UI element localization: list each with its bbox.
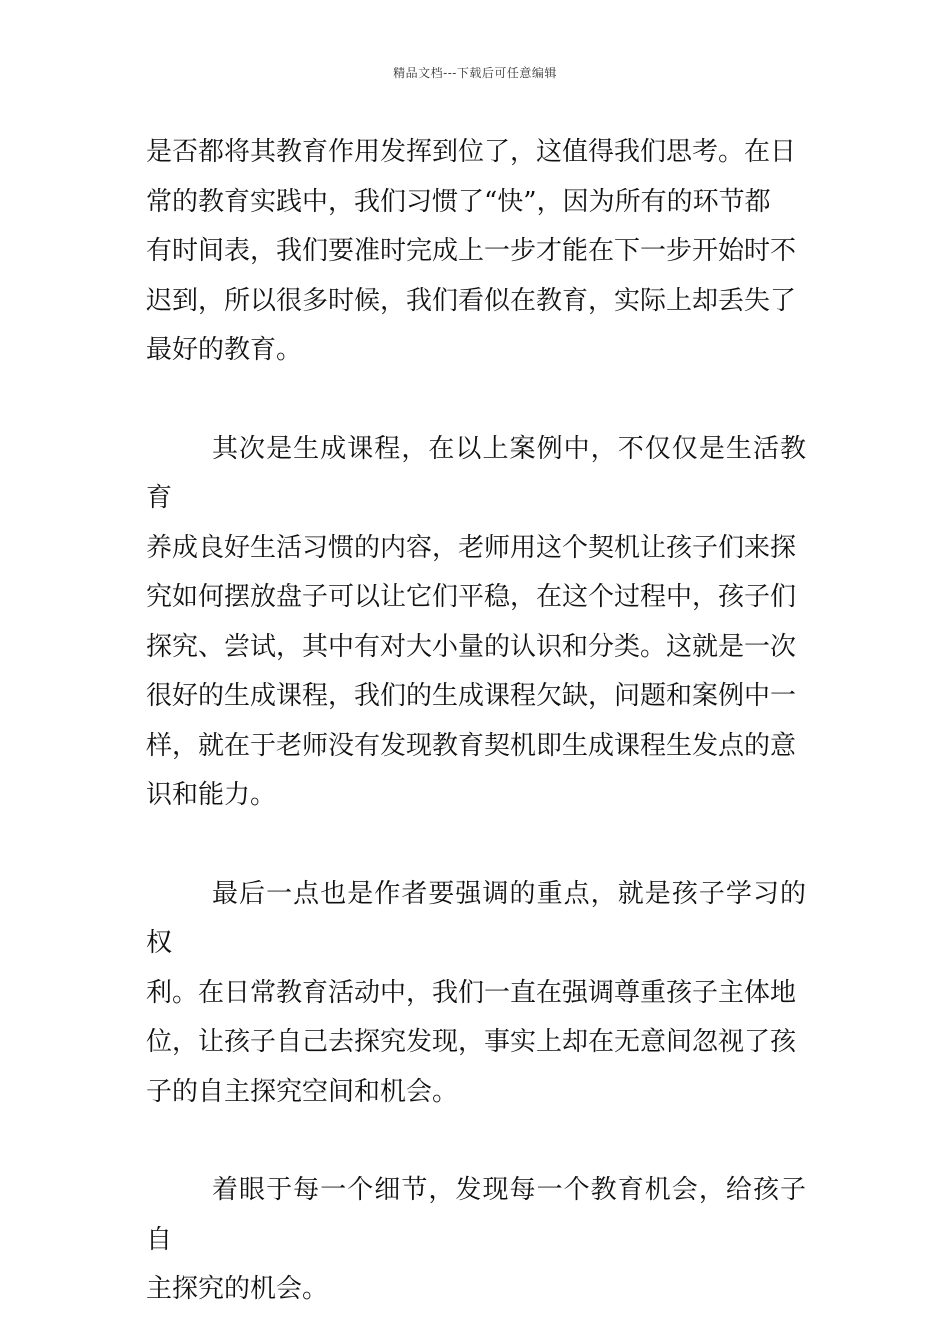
paragraph-2 [146,425,806,821]
text-line: 样，就在于老师没有发现教育契机即生成课程生发点的意 [146,730,797,761]
text-line: 常的教育实践中，我们习惯了“快”，因为所有的环节都 [146,186,771,217]
text-line: 最好的教育。 [146,335,303,365]
document-body [146,128,806,1315]
text-line: 有时间表，我们要准时完成上一步才能在下一步开始时不 [146,236,797,266]
paragraph-1 [146,128,806,376]
text-line: 着眼于每一个细节，发现每一个教育机会，给孩子自 [146,1175,806,1255]
paragraph-3 [146,870,806,1118]
paragraph-4 [146,1166,806,1315]
text-line: 子的自主探究空间和机会。 [146,1076,459,1107]
page-header: 精品文档---下载后可任意编辑 [393,66,557,80]
text-line: 很好的生成课程，我们的生成课程欠缺，问题和案例中一 [146,681,797,711]
text-line: 识和能力。 [146,780,277,810]
text-line: 其次是生成课程，在以上案例中，不仅仅是生活教育 [146,433,806,513]
text-line: 利。在日常教育活动中，我们一直在强调尊重孩子主体地 [146,977,797,1008]
text-line: 养成良好生活习惯的内容，老师用这个契机让孩子们来探 [146,532,797,563]
text-line: 迟到，所以很多时候，我们看似在教育，实际上却丢失了 [146,285,797,316]
text-line: 是否都将其教育作用发挥到位了，这值得我们思考。在日 [146,137,797,167]
text-line: 主探究的机会。 [146,1274,329,1304]
text-line: 究如何摆放盘子可以让它们平稳，在这个过程中，孩子们 [146,582,797,612]
text-line: 最后一点也是作者要强调的重点，就是孩子学习的权 [146,878,806,958]
text-line: 探究、尝试，其中有对大小量的认识和分类。这就是一次 [146,631,797,662]
text-line: 位，让孩子自己去探究发现，事实上却在无意间忽视了孩 [146,1027,797,1057]
